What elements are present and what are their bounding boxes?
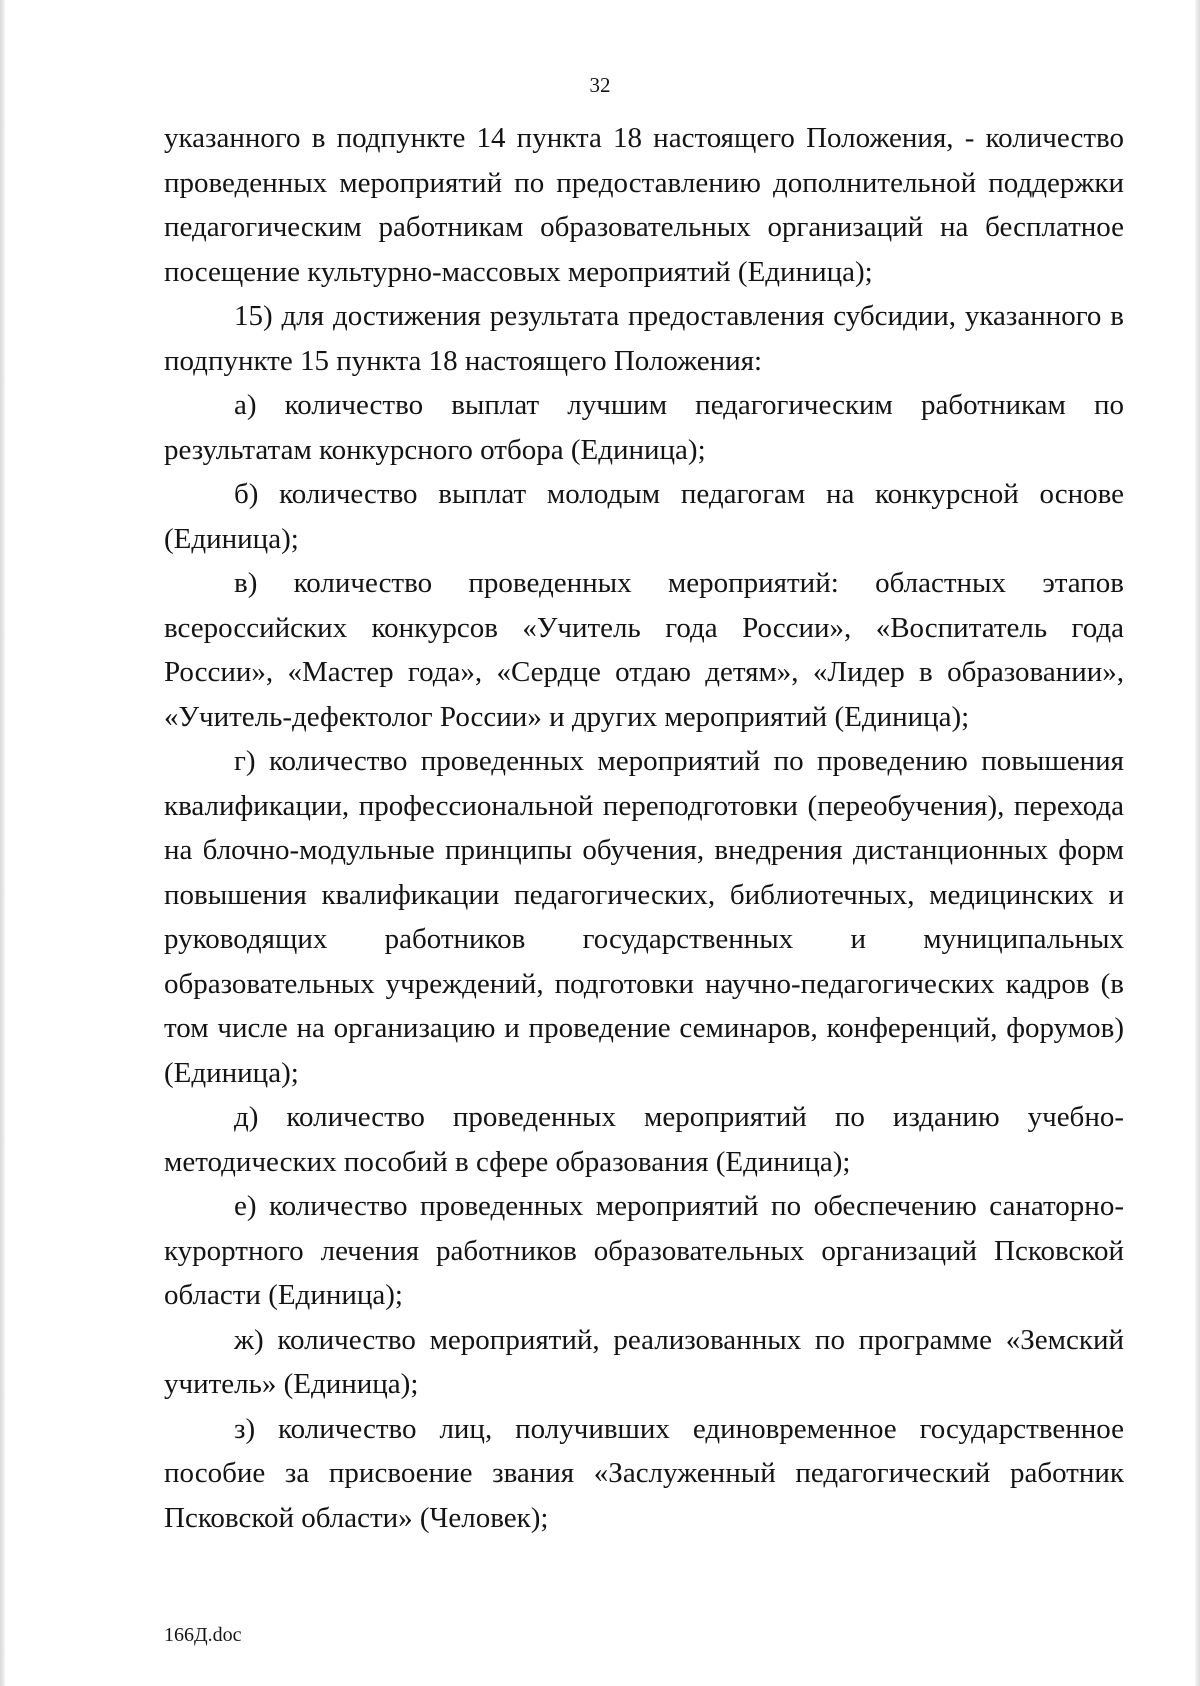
scan-edge-right <box>1195 0 1200 1686</box>
paragraph-subitem-d: д) количество проведенных мероприятий по изданию учебно-методических пособий в сфере образования (Единица); <box>164 1101 1124 1178</box>
paragraph-subitem-z: з) количество лиц, получивших единовременное государственное пособие за присвоение звания «Заслуженный педагогический работник Псковской области» (Человек); <box>164 1412 1124 1534</box>
paragraph-subitem-v: в) количество проведенных мероприятий: областных этапов всероссийских конкурсов «Учитель года России», «Воспитатель года России», «Мастер года», «Сердце отдаю детям», «Лидер в образовании», «Учитель-дефектолог России» и других мероприятий (Единица); <box>164 567 1124 733</box>
paragraph-subitem-zh: ж) количество мероприятий, реализованных по программе «Земский учитель» (Единица); <box>164 1323 1124 1400</box>
page-number: 32 <box>589 73 611 97</box>
footer-filename: 166Д.doc <box>164 1624 242 1646</box>
paragraph-subitem-b: б) количество выплат молодым педагогам на конкурсной основе (Единица); <box>164 478 1124 555</box>
document-body <box>164 116 1124 1540</box>
paragraph-item-15: 15) для достижения результата предоставления субсидии, указанного в подпункте 15 пункта 18 настоящего Положения: <box>164 300 1124 377</box>
paragraph-subitem-e: е) количество проведенных мероприятий по обеспечению санаторно-курортного лечения работников образовательных организаций Псковской области (Единица); <box>164 1190 1124 1311</box>
paragraph-continuation: указанного в подпункте 14 пункта 18 настоящего Положения, - количество проведенных мероприятий по предоставлению дополнительной поддержки педагогическим работникам образовательных организаций на бесплатное посещение культурно-массовых мероприятий (Единица); <box>164 122 1124 288</box>
paragraph-subitem-a: а) количество выплат лучшим педагогическим работникам по результатам конкурсного отбора (Единица); <box>164 389 1124 466</box>
scan-edge-left <box>0 0 5 1686</box>
paragraph-subitem-g: г) количество проведенных мероприятий по проведению повышения квалификации, профессиональной переподготовки (переобучения), перехода на блочно-модульные принципы обучения, внедрения дистанционных форм повышения квалификации педагогических, библиотечных, медицинских и руководящих работников государственных и муниципальных образовательных учреждений, подготовки научно-педагогических кадров (в том числе на организацию и проведение семинаров, конференций, форумов) (Единица); <box>164 745 1124 1089</box>
